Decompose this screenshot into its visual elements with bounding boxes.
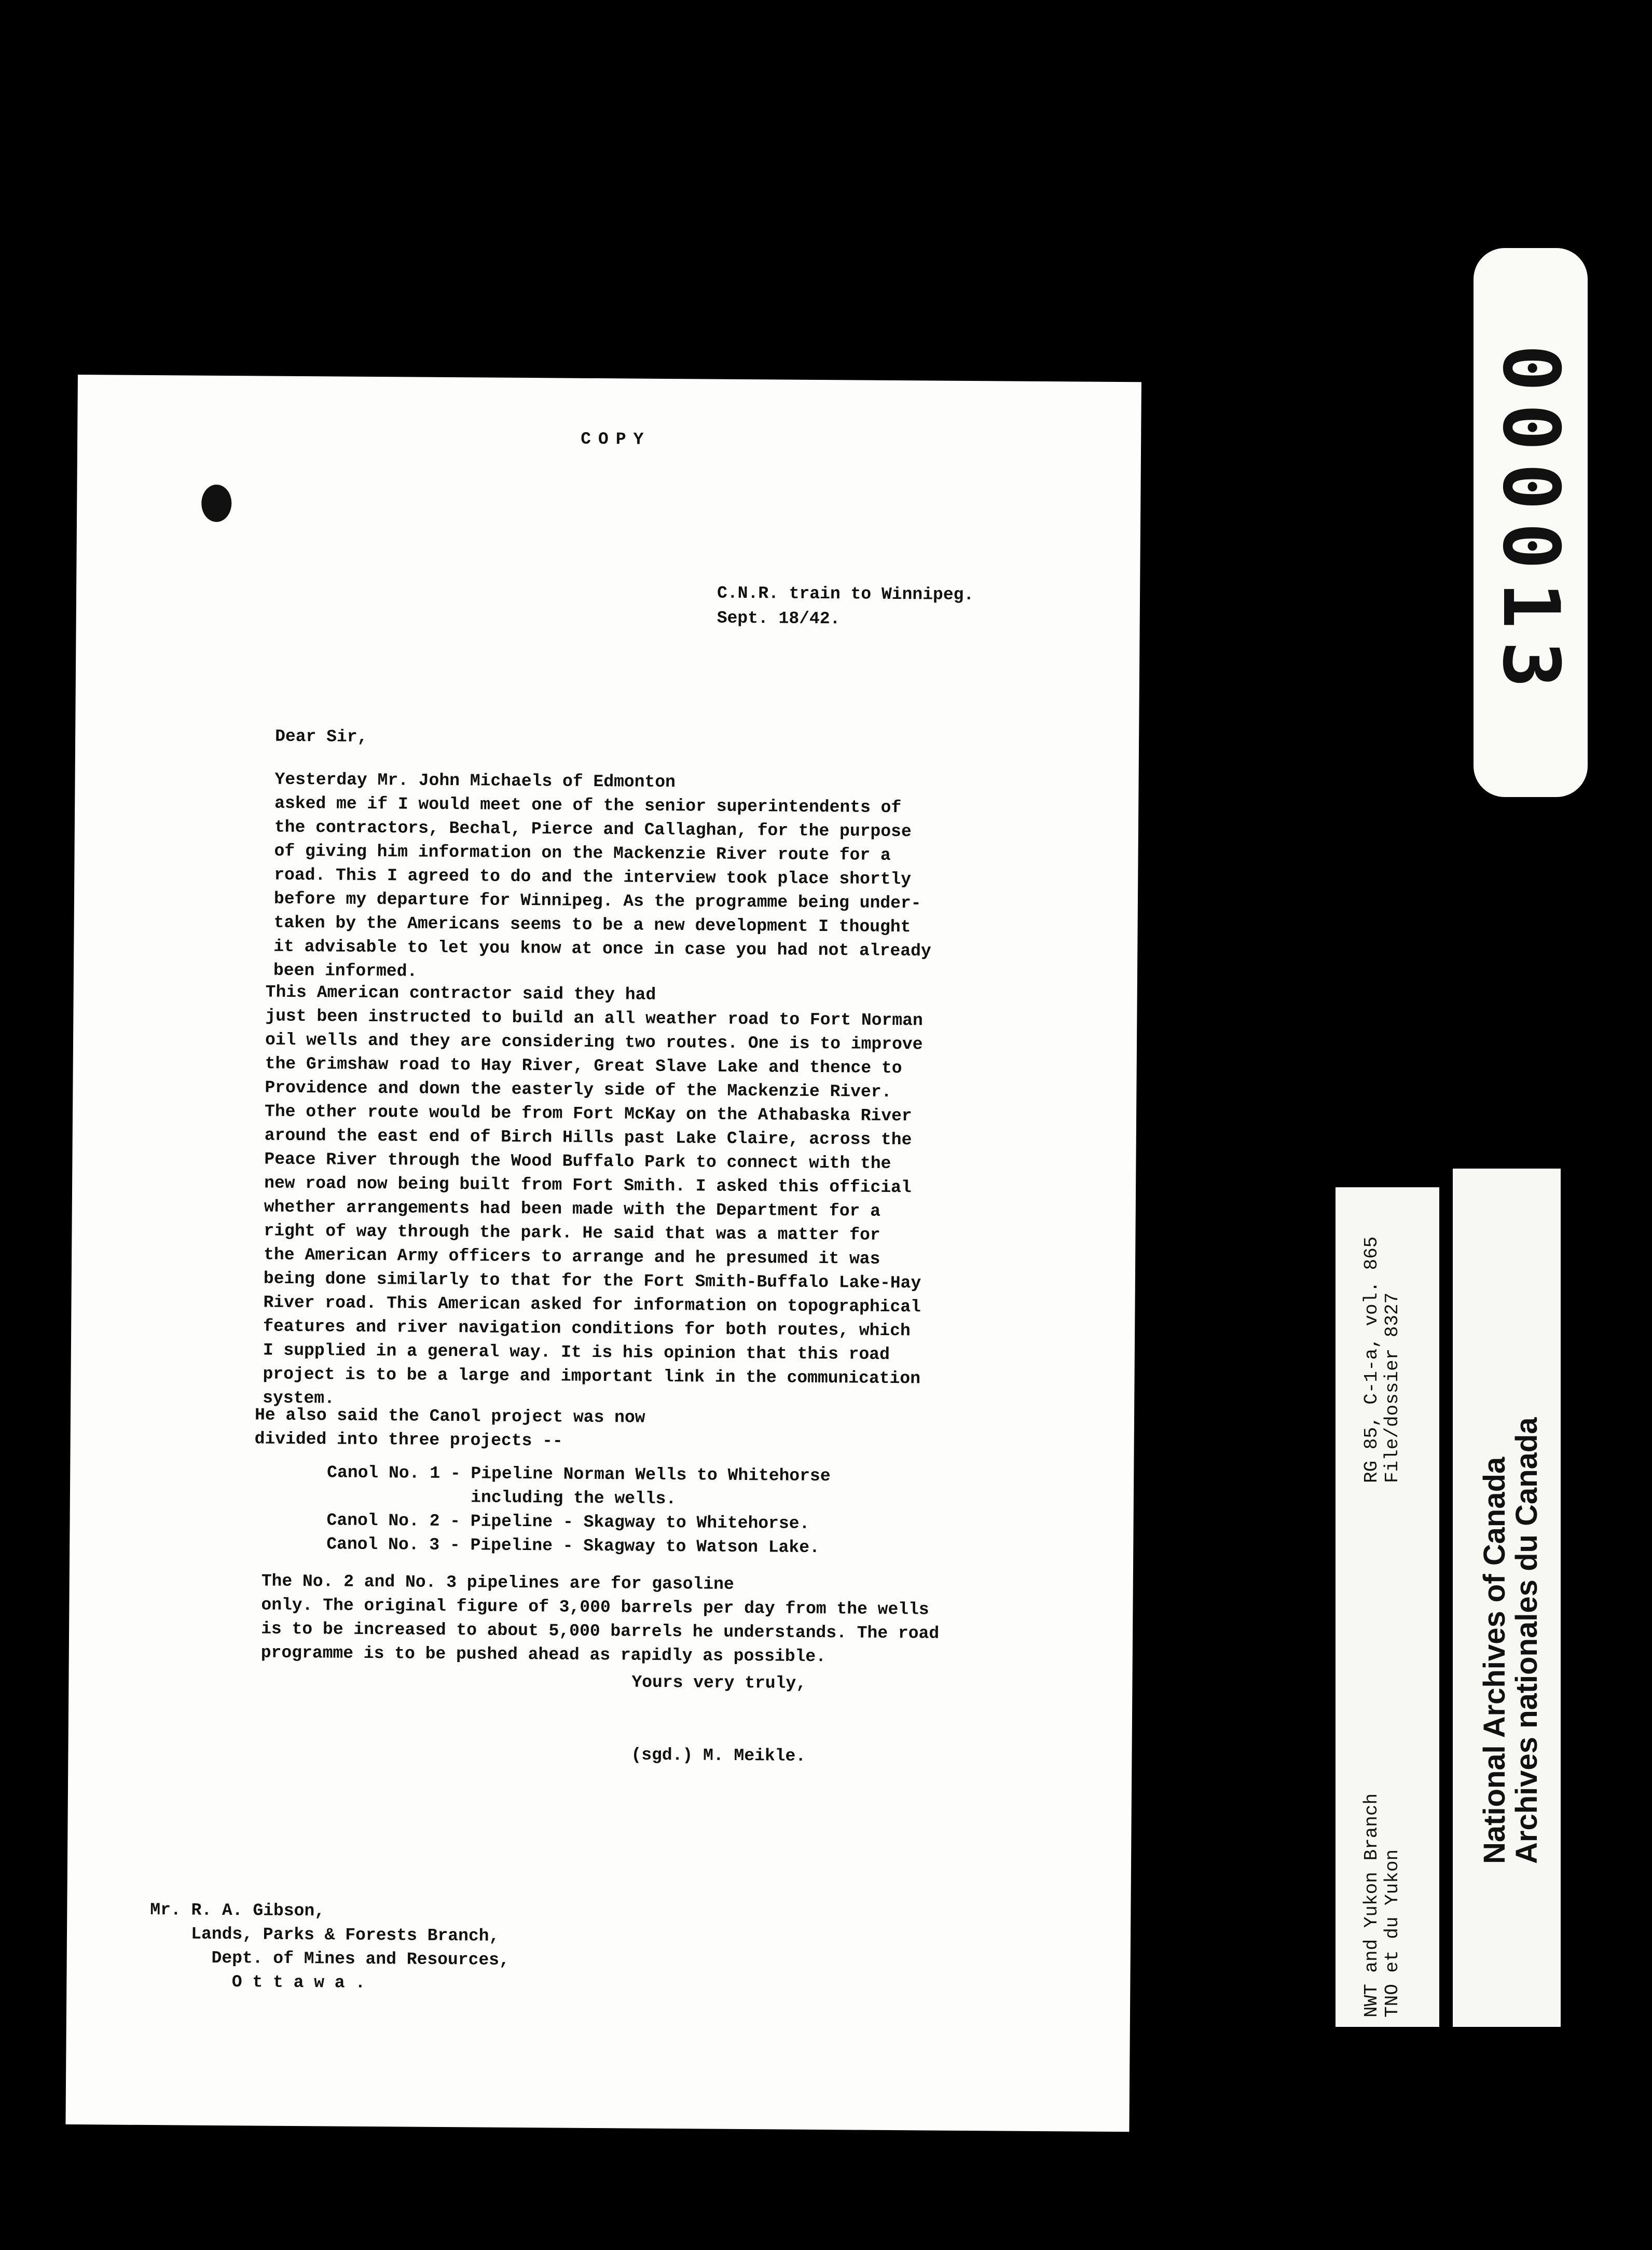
- letter-page: [65, 375, 1141, 2132]
- paragraph-1: Yesterday Mr. John Michaels of Edmonton asked me if I would meet one of the senior superintendents of the contractors, Bechal, Pierce and Callaghan, for the purpose of giving him information on the Mackenzie River route for a road. This I agreed to do and the interview took place shortly before my departure for Winnipeg. As the programme being under- taken by the Americans seems to be a new development I thought it advisable to let you know at once in case you had not already been informed.: [273, 770, 931, 981]
- reference-line-2: File/dossier 8327: [1382, 1292, 1403, 1483]
- institution-name-fr: Archives nationales du Canada: [1510, 1417, 1544, 1864]
- institution-strip: [1453, 1169, 1561, 2027]
- letter-signature: (sgd.) M. Meikle.: [631, 1745, 806, 1766]
- letter-closing: Yours very truly,: [631, 1672, 807, 1693]
- canol-projects-list: Canol No. 1 - Pipeline Norman Wells to Whitehorse including the wells. Canol No. 2 - Pipeline - Skagway to Whitehorse. Canol No. 3 - Pipeline - Skagway to Watson Lake.: [326, 1463, 831, 1558]
- paragraph-3: He also said the Canol project was now divided into three projects --: [254, 1405, 645, 1451]
- reference-line-1: RG 85, C-1-a, vol. 865: [1361, 1236, 1382, 1483]
- letter-heading: COPY: [581, 429, 651, 449]
- branch-label: [1361, 1793, 1403, 2018]
- reference-label: [1361, 1237, 1403, 1483]
- letter-location: C.N.R. train to Winnipeg.: [717, 583, 974, 605]
- institution-name-en: National Archives of Canada: [1478, 1457, 1511, 1864]
- paragraph-4: The No. 2 and No. 3 pipelines are for gasoline only. The original figure of 3,000 barrels per day from the wells is to be increased to about 5,000 barrels he understands. The road programme is to be pushed ahead as rapidly as possible.: [260, 1571, 940, 1667]
- letter-salutation: Dear Sir,: [275, 726, 368, 747]
- frame-number: 000013: [1485, 345, 1576, 701]
- recipient-address: Mr. R. A. Gibson, Lands, Parks & Forests Branch, Dept. of Mines and Resources, O t t a w a .: [149, 1900, 510, 1993]
- paragraph-2: This American contractor said they had just been instructed to build an all weather road to Fort Norman oil wells and they are considering two routes. One is to improve the Grimshaw road to Hay River, Great Slave Lake and thence to Providence and down the easterly side of the Mackenzie River. The other route would be from Fort McKay on the Athabaska River around the east end of Birch Hills past Lake Claire, across the Peace River through the Wood Buffalo Park to connect with the new road now being built from Fort Smith. I asked this official whether arrangements had been made with the Department for a right of way through the park. He said that was a matter for the American Army officers to arrange and he presumed it was being done similarly to that for the Fort Smith-Buffalo Lake-Hay River road. This American asked for information on topographical features and river navigation conditions for both routes, which I supplied in a general way. It is his opinion that this road project is to be a large and important link in the communication system.: [263, 982, 923, 1408]
- letter-date: Sept. 18/42.: [717, 608, 841, 629]
- punch-hole-mark: [201, 485, 232, 522]
- institution-label: [1479, 1417, 1543, 1864]
- reference-strip: [1336, 1187, 1439, 2027]
- branch-line-2: TNO et du Yukon: [1382, 1849, 1403, 2018]
- frame-number-tab: [1474, 248, 1588, 797]
- branch-line-1: NWT and Yukon Branch: [1361, 1793, 1382, 2018]
